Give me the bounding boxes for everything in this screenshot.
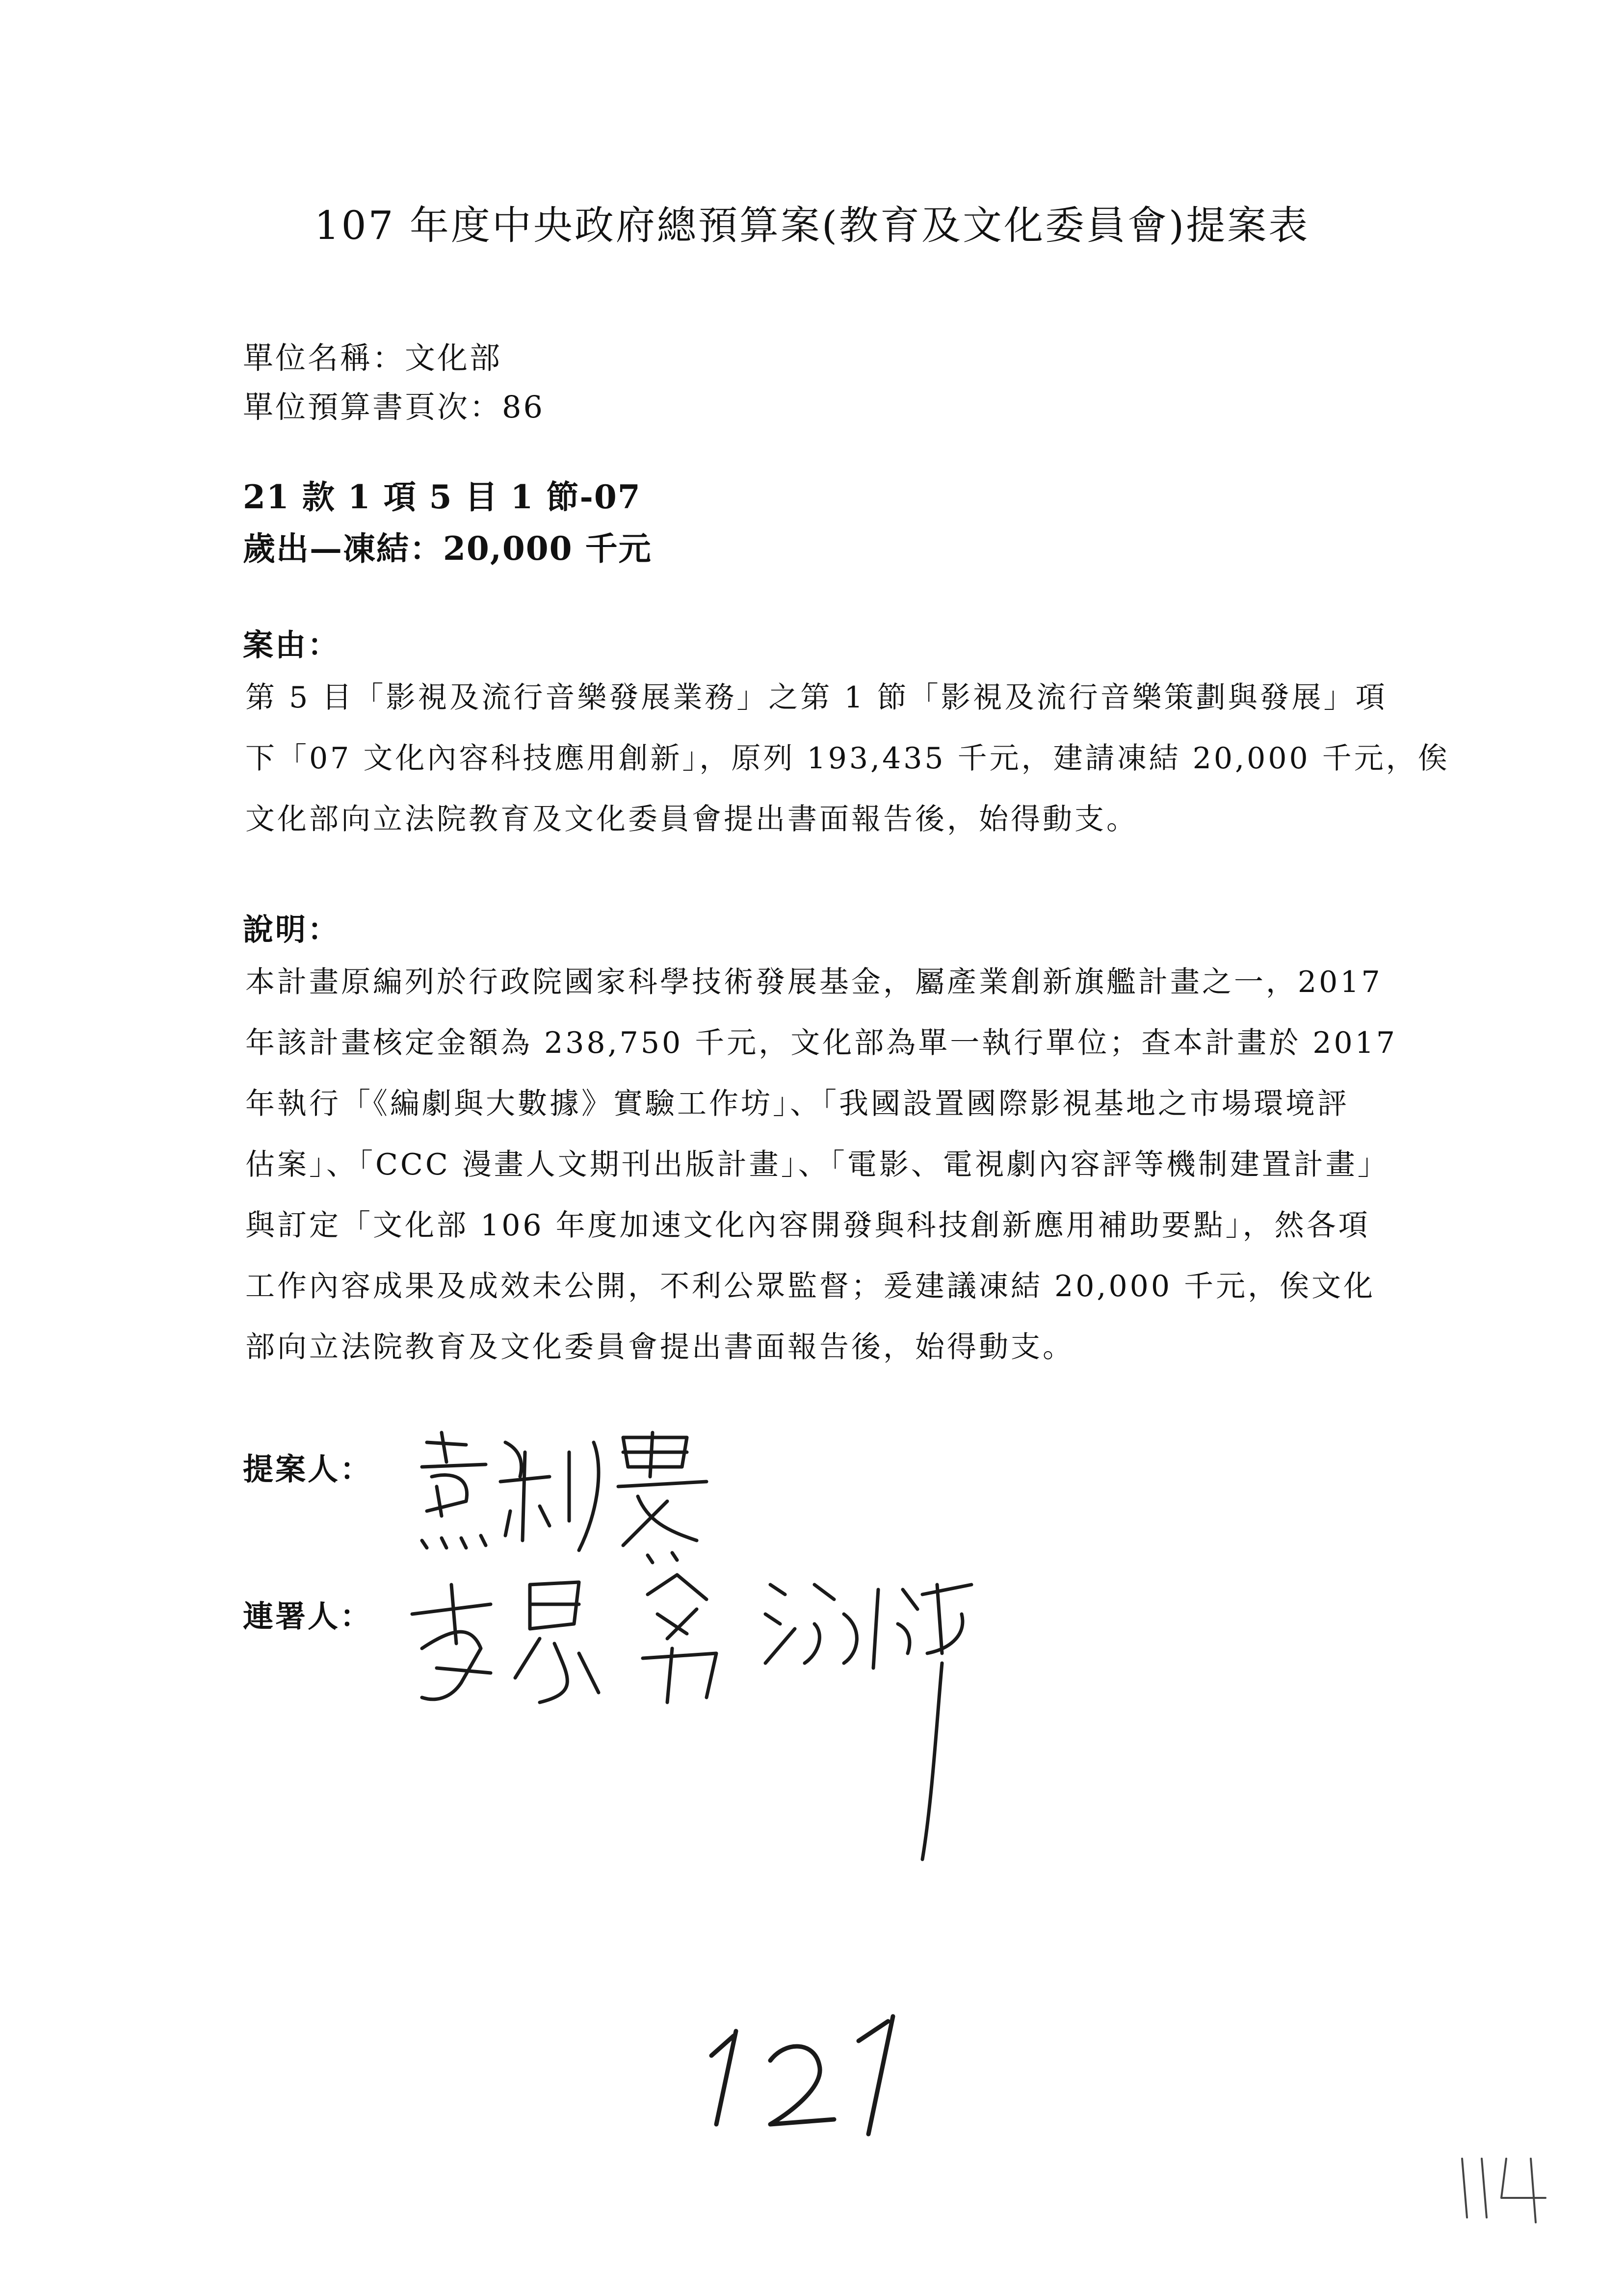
- reason-line: 第 5 目「影視及流行音樂發展業務」之第 1 節「影視及流行音樂策劃與發展」項: [245, 680, 1388, 715]
- cosigner-label: 連署人：: [243, 1598, 373, 1634]
- cosigner-signature: [393, 1555, 1030, 1879]
- budget-item-line: 21 款 1 項 5 目 1 節-07: [243, 478, 641, 516]
- handwritten-corner-number: [1447, 2149, 1595, 2227]
- reason-line: 文化部向立法院教育及文化委員會提出書面報告後，始得動支。: [245, 802, 1138, 836]
- unit-name-line: 單位名稱：文化部: [243, 340, 502, 376]
- explanation-line: 工作內容成果及成效未公開，不利公眾監督；爰建議凍結 20,000 千元，俟文化: [245, 1269, 1376, 1304]
- page-title: 107 年度中央政府總預算案(教育及文化委員會)提案表: [314, 203, 1310, 248]
- reason-heading: 案由：: [243, 627, 341, 663]
- reason-line: 下「07 文化內容科技應用創新」，原列 193,435 千元，建請凍結 20,000 千元，俟: [245, 741, 1450, 776]
- explanation-heading: 說明：: [243, 912, 341, 947]
- proposer-label: 提案人：: [243, 1451, 373, 1487]
- reason-paragraph: [245, 667, 1450, 850]
- budget-freeze-line: 歲出—凍結：20,000 千元: [243, 529, 652, 568]
- explanation-line: 與訂定「文化部 106 年度加速文化內容開發與科技創新應用補助要點」，然各項: [245, 1208, 1370, 1243]
- unit-page-line: 單位預算書頁次：86: [243, 389, 545, 425]
- proposer-signature: [393, 1423, 736, 1570]
- explanation-line: 部向立法院教育及文化委員會提出書面報告後，始得動支。: [245, 1330, 1074, 1364]
- explanation-line: 年該計畫核定金額為 238,750 千元，文化部為單一執行單位；查本計畫於 2017: [245, 1026, 1398, 1060]
- explanation-line: 年執行「《編劇與大數據》實驗工作坊」、「我國設置國際影視基地之市場環境評: [245, 1087, 1349, 1121]
- explanation-paragraph: [245, 952, 1398, 1378]
- explanation-line: 本計畫原編列於行政院國家科學技術發展基金，屬產業創新旗艦計畫之一，2017: [245, 965, 1383, 999]
- explanation-line: 估案」、「CCC 漫畫人文期刊出版計畫」、「電影、電視劇內容評等機制建置計畫」: [245, 1148, 1389, 1182]
- handwritten-page-number: [697, 2002, 971, 2149]
